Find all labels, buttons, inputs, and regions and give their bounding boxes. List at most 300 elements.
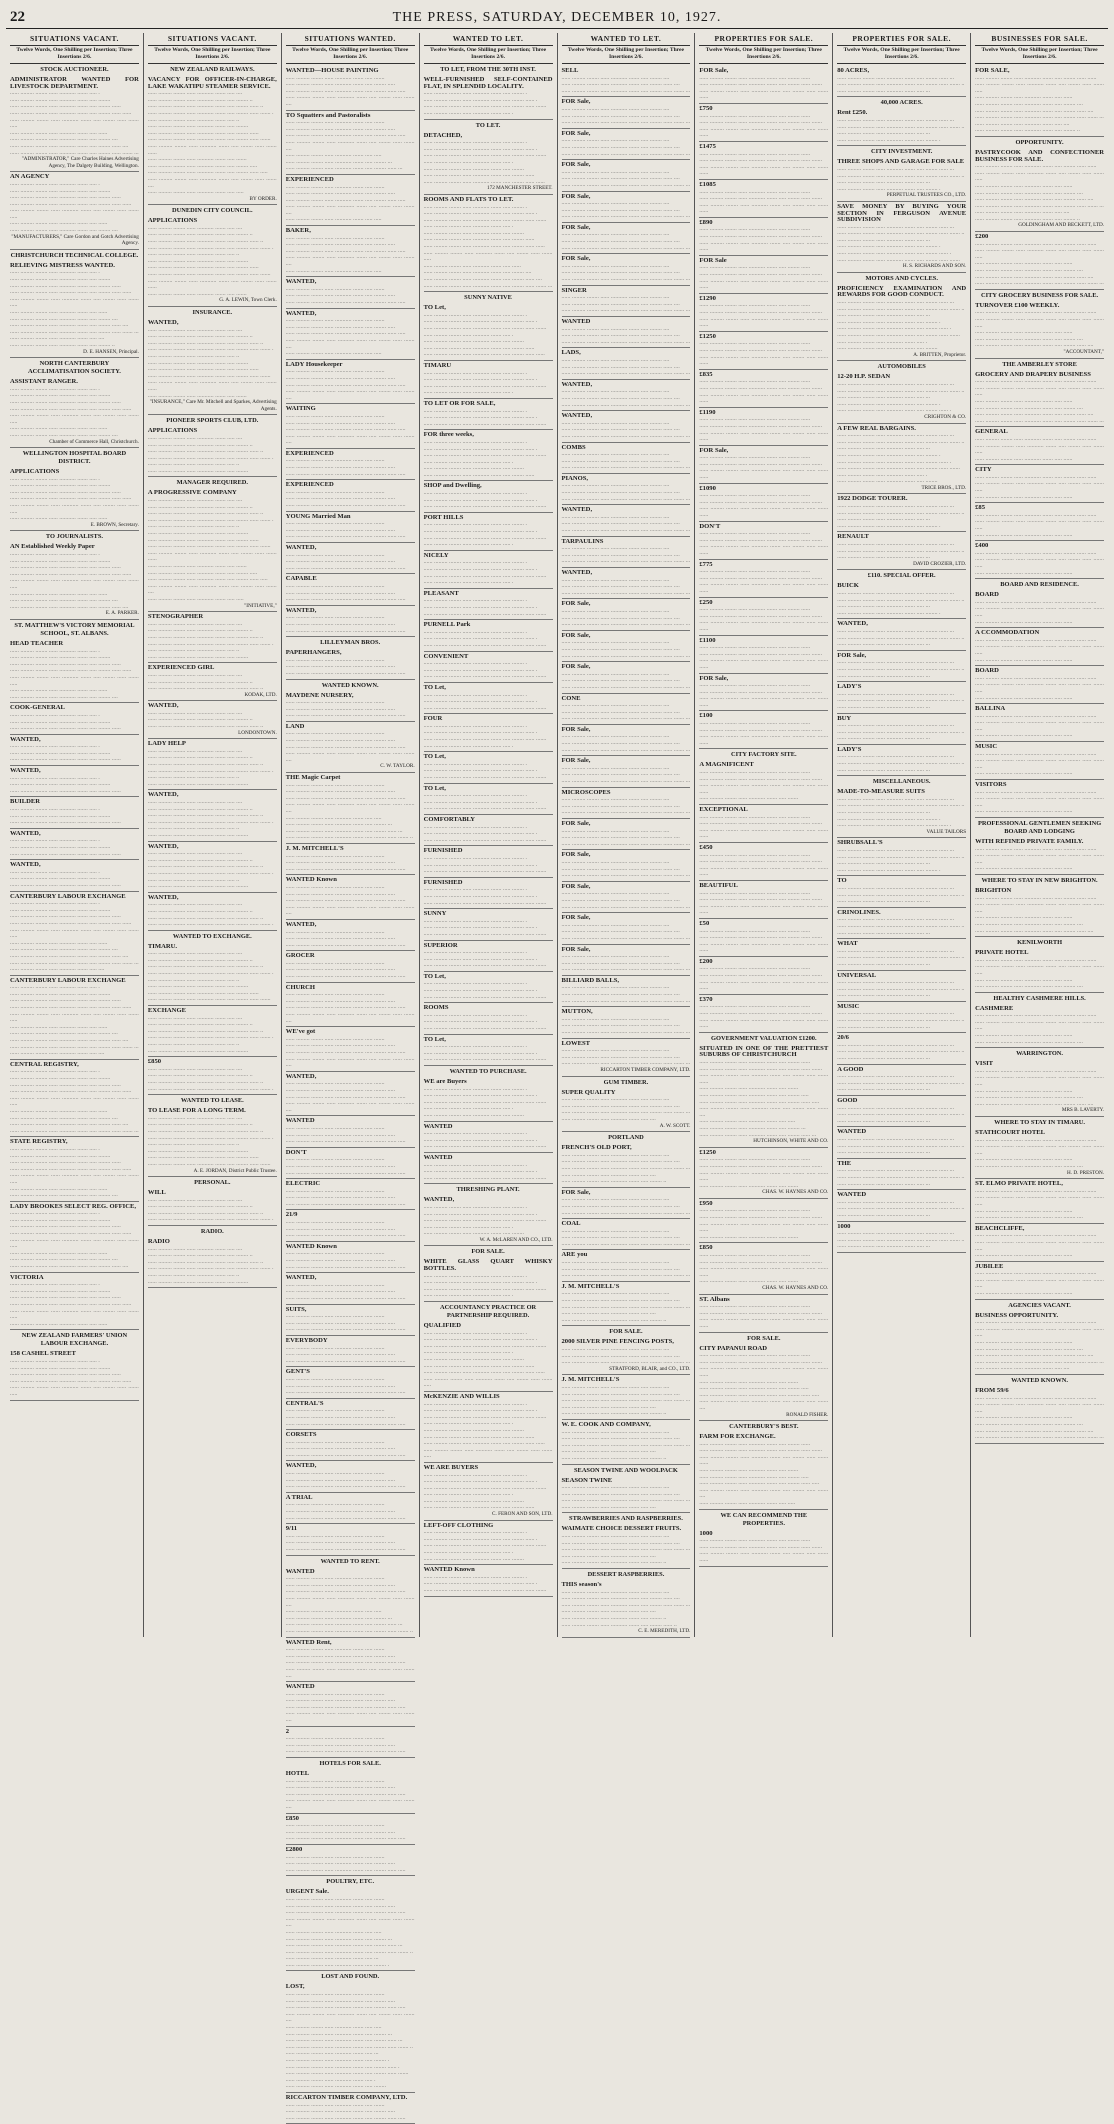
ad-lead: £850 bbox=[285, 1814, 299, 1822]
ad-text-line: ...... ......... ........ ...... ........... ....... ..... ........ ...... ...... bbox=[975, 309, 1097, 316]
ad-text-line: ...... ......... ........ ...... ........... ....... ..... ........ .... bbox=[561, 953, 670, 960]
ad-text-line: ...... ......... ........ ...... ........... ....... ..... .... bbox=[975, 120, 1070, 127]
masthead bbox=[6, 6, 1108, 29]
ad-text-line: ...... ......... ........ ...... ........... ....... ..... ........ ...... ....... ..... bbox=[10, 673, 139, 687]
ad-text-line: ...... ......... ........ ...... ........... ....... ..... ........ ...... ... bbox=[837, 590, 955, 596]
ad-lead: £775 bbox=[699, 560, 713, 568]
ad-signature: RONALD FISHER. bbox=[786, 1411, 829, 1418]
ad-text-line: ...... ......... ........ ...... ........... ....... ..... ........ . bbox=[423, 521, 527, 528]
ad-text-line: ...... ......... ........ ...... ........... ....... ..... ........ ..... bbox=[285, 526, 396, 533]
ad-text-line: ...... ......... ........ ...... ........... ....... ..... ........ .... bbox=[975, 1094, 1083, 1101]
classified-ad bbox=[837, 908, 966, 939]
classified-ad bbox=[975, 948, 1104, 993]
ad-lead: £370 bbox=[699, 995, 713, 1003]
classified-ad bbox=[699, 66, 828, 104]
ad-text-line: ...... ......... ........ ...... ........... ....... ..... ........ ...... ....... bbox=[423, 610, 547, 617]
ad-text-line: ...... ......... ........ ...... ........... ....... ..... ........ ...... .... bbox=[423, 276, 542, 283]
ad-text-line: ...... ......... ........ ...... ........... ....... ..... ........ ...... ....... ... bbox=[561, 1359, 691, 1366]
ad-text-line: ...... ......... ........ ...... ........... ....... ..... ........ ...... ....... . bbox=[147, 454, 274, 461]
classified-ad bbox=[699, 598, 828, 636]
ad-text-line: ...... ......... ........ ...... ........... ....... ..... ........ ...... .... bbox=[561, 112, 680, 119]
ad-lead: FOR Sale, bbox=[561, 1188, 591, 1196]
classified-ad bbox=[286, 449, 415, 480]
ad-text-line: ...... ......... ........ ...... ........... ....... ..... ........ ... bbox=[285, 158, 393, 165]
ad-lead: TO bbox=[837, 877, 847, 885]
ad-text-line: ...... ......... ........ ...... ........... ....... ..... ........ ...... ....... bbox=[423, 1413, 547, 1420]
ad-lead: WITH REFINED PRIVATE FAMILY. bbox=[975, 838, 1084, 845]
ad-text-line: ...... ......... ........ ...... ........... ....... ..... ........ .... bbox=[561, 890, 670, 897]
classified-ad bbox=[562, 850, 691, 881]
ad-text-line: ...... ......... ........ ...... ........... ....... ..... ........ ...... ....... bbox=[837, 332, 961, 338]
ad-text-line: ...... ......... ........ ...... ........... ....... ..... ........ ...... ....... .. bbox=[837, 305, 965, 312]
ad-text-line: ...... ......... ........ ...... ........... ....... ..... ........ ...... ... bbox=[285, 1942, 403, 1949]
ad-text-line: ...... ......... ........ ...... ........... ....... ..... ........ ...... bbox=[699, 378, 811, 385]
ad-text-line: ...... ......... ........ ...... ........... ....... ..... ........ ...... .. bbox=[147, 963, 264, 970]
ad-text-line: ...... ......... ........ ...... ........... ....... ..... ........ bbox=[147, 359, 249, 366]
ad-text-line: ...... ......... ........ ...... ........... ....... ..... ........ ...... .. bbox=[147, 685, 264, 692]
ad-text-line: ...... ......... ........ ...... ........... ....... ..... ........ ...... ..... bbox=[285, 381, 406, 388]
ad-text-line: ...... ......... ........ ...... ........... ....... ..... ........ ...... bbox=[699, 720, 811, 727]
ad-text-line: ...... ......... ........ ...... ........... ....... ..... ...... bbox=[975, 1339, 1073, 1346]
ad-lead: £750 bbox=[699, 104, 713, 112]
ad-text-line: ...... ......... ........ ...... ........... ....... ..... ........ ...... ...... bbox=[975, 845, 1097, 852]
ad-text-line: ...... ......... ........ ...... ........... ....... ..... ........ . bbox=[423, 407, 527, 414]
ad-text-line: ...... ......... ........ ...... ........... ....... ..... ....... bbox=[285, 1187, 385, 1194]
classified-ad bbox=[10, 261, 139, 358]
ad-text-line: ...... ......... ........ ...... ........... ....... ..... ........ ...... ...... bbox=[975, 788, 1097, 795]
ad-heading: INSURANCE. bbox=[192, 309, 233, 316]
ad-text-line: ...... ......... ........ ...... ........... ....... ..... ... bbox=[837, 445, 931, 452]
ad-lead: SUPER QUALITY bbox=[561, 1088, 616, 1096]
ad-text-line: ...... ......... ........ ...... ........... ....... ..... ........ .... bbox=[10, 946, 118, 953]
ad-lead: BUICK bbox=[837, 582, 859, 590]
ad-lead: SINGER bbox=[561, 286, 587, 294]
ad-text-line: ...... ......... ........ ...... ........... ....... ..... ... bbox=[837, 960, 931, 967]
ad-text-line: ...... ......... ........ ...... ........... ....... ..... ........ ...... ..... bbox=[285, 426, 406, 433]
ad-text-line: ...... ......... ........ ...... ........... ....... ..... . bbox=[423, 1105, 514, 1112]
classified-ad bbox=[699, 760, 828, 805]
ad-text-line: ...... ......... ........ ...... ........... ....... ..... ........ .... bbox=[10, 1114, 118, 1121]
ad-lead: BAKER, bbox=[285, 227, 311, 235]
ad-text-line: ...... ......... ........ ...... ........... ....... ..... ........ ...... bbox=[699, 568, 811, 575]
ad-text-line: ...... ......... ........ ...... ........... ....... ..... ........ ...... ..... bbox=[285, 1357, 406, 1364]
ad-text-line: ...... ......... ........ ...... ........... ....... ..... .... bbox=[147, 326, 243, 333]
ad-text-line: ...... ......... ........ ...... ........... ....... ..... ........ . bbox=[837, 243, 941, 250]
ad-signature: A. E. JORDAN, District Public Trustee. bbox=[193, 1167, 277, 1174]
ad-text-line: ...... ......... ........ ...... ........... ....... ..... ........ ...... ..... bbox=[285, 1790, 406, 1797]
classified-ad bbox=[562, 788, 691, 819]
ad-text-line: ...... ......... ........ ...... ........... ....... ..... ........ ...... ..... bbox=[285, 1420, 406, 1427]
classified-ad bbox=[975, 465, 1104, 503]
ad-lead: WANTED, bbox=[561, 506, 593, 514]
ad-text-line: ...... ......... ........ ...... ........... ....... ..... ...... bbox=[10, 129, 108, 136]
ad-signature: HUTCHINSON, WHITE AND CO. bbox=[753, 1138, 829, 1145]
ad-text-line: ...... ......... ........ ...... ........... ....... ..... ........ ...... ...... bbox=[10, 405, 132, 412]
classified-ad bbox=[837, 66, 966, 97]
ad-lead: LADY BROOKES SELECT REG. OFFICE, bbox=[10, 1202, 137, 1210]
ad-text-line: ...... ......... ........ ...... ........... ....... ..... ........ ...... ...... bbox=[975, 894, 1097, 901]
ad-text-line: ...... ......... ........ ...... ........... ....... ..... ........ ..... bbox=[285, 292, 396, 299]
ad-text-line: ...... ......... ........ ...... ........... ....... ..... .... bbox=[147, 950, 243, 957]
ad-lead: TO Let, bbox=[423, 1035, 446, 1043]
ad-text-line: ...... ......... ........ ...... ........... ....... ..... ........ ...... bbox=[699, 530, 811, 537]
ad-text-line: ...... ......... ........ ...... ........... ....... ..... ........ ...... ....... bbox=[423, 1217, 547, 1224]
ad-text-line: ...... ......... ........ ...... ........... ....... ..... . bbox=[423, 1491, 514, 1498]
ad-text-line: ...... ......... ........ ...... ........... ....... ..... ........ ...... ....... ...... bbox=[699, 619, 829, 632]
ad-text-line: ...... ......... ........ ...... ........... ....... ..... ........ ...... bbox=[423, 344, 535, 351]
ad-text-line: ...... ......... ........ ...... ........... ....... ..... ........ ...... . bbox=[423, 496, 538, 503]
ad-text-line: ...... ......... ........ ...... ........... ....... ..... ........ . bbox=[423, 1203, 527, 1210]
ad-text-line: ...... ......... ........ ...... ........... ....... ..... ........ ...... ..... bbox=[699, 1098, 820, 1105]
ad-text-line: ...... ......... ........ ...... ........... ....... ..... ........ ...... .... bbox=[561, 802, 680, 809]
ad-text-line: ...... ......... ........ ...... ........... ....... ..... ........ ...... ...... bbox=[10, 1301, 132, 1307]
ad-text-line: ...... ......... ........ ...... ........... ....... ..... ........ ...... ....... bbox=[423, 1056, 547, 1063]
ad-lead: FOR Sale bbox=[699, 256, 727, 264]
ad-text-line: ...... ......... ........ ...... ........... ....... ..... ........ ...... ... bbox=[837, 1198, 955, 1205]
ad-text-line: ...... ......... ........ ...... ........... ....... ..... . bbox=[10, 1145, 100, 1152]
ad-heading: RADIO. bbox=[200, 1228, 224, 1236]
ad-text-line: ...... ......... ........ ...... ........... ....... ..... ....... bbox=[285, 412, 385, 419]
ad-text-line: ...... ......... ........ ...... ........... ....... ..... ........ ...... ....... ...... bbox=[699, 733, 829, 746]
ad-lead: ARE you bbox=[561, 1251, 588, 1259]
classified-ad bbox=[424, 1392, 553, 1463]
ad-text-line: ...... ......... ........ ...... ........... ....... ..... ........ ...... ....... .. bbox=[837, 922, 965, 929]
ad-text-line: ...... ......... ........ ...... ........... ....... ..... ........ ...... ....... .. bbox=[285, 1627, 414, 1634]
ad-lead: PAPERHANGERS, bbox=[285, 649, 342, 657]
ad-lead: RELIEVING MISTRESS WANTED. bbox=[10, 261, 115, 269]
ad-lead: £850 bbox=[699, 1244, 713, 1252]
ad-lead: GENERAL bbox=[975, 428, 1008, 436]
ad-text-line: ...... ......... ........ ...... ........... ....... ..... ........ ...... ...... bbox=[975, 378, 1097, 385]
ad-lead: RICCARTON TIMBER COMPANY, LTD. bbox=[285, 2093, 408, 2101]
ad-text-line: ...... ......... ........ ...... ........... ....... ..... ........ ..... bbox=[285, 966, 396, 973]
ad-text-line: ...... ......... ........ ...... ........... ....... ..... ........ ...... ....... bbox=[699, 820, 823, 827]
ad-text-line: ...... ......... ........ ...... ........... ....... ..... ....... bbox=[285, 1501, 385, 1508]
ad-text-line: ...... ......... ........ ...... ........... ....... ..... ........ ...... . bbox=[837, 250, 952, 257]
ad-text-line: ...... ......... ........ ...... ........... ....... ..... ........ ...... bbox=[10, 103, 121, 110]
ad-text-line: ...... ......... ........ ...... ........... ....... ..... ........ ...... ....... .. bbox=[837, 985, 965, 992]
ad-text-line: ...... ......... ........ ...... ........... ....... ..... ........ . bbox=[423, 760, 527, 767]
ad-text-line: ...... ......... ........ ...... ........... ....... ..... ........ bbox=[10, 1364, 111, 1371]
ad-lead: WANTED, bbox=[561, 380, 593, 388]
ad-text-line: ...... ......... ........ ...... ........... ....... ..... ........ ...... .... bbox=[10, 142, 129, 149]
ad-text-line: ...... ......... ........ ...... ........... ....... ..... ... bbox=[837, 898, 931, 905]
ad-text-line: ...... ......... ........ ...... ........... ....... ..... ........ ...... ... bbox=[837, 1135, 955, 1142]
ad-text-line: ...... ......... ........ ...... ........... ....... ..... ........ bbox=[423, 1356, 524, 1362]
ad-text-line: ...... ......... ........ ...... ........... ....... ..... ........ . bbox=[423, 1130, 527, 1137]
classified-ad bbox=[10, 735, 139, 766]
ad-lead: FOR Sale, bbox=[699, 446, 729, 454]
ad-heading: TO LET, FROM THE 30TH INST. bbox=[440, 66, 536, 73]
ad-text-line: ...... ......... ........ ...... ........... ....... ..... ........ . bbox=[423, 917, 527, 924]
ad-lead: £950 bbox=[699, 1199, 713, 1207]
ad-text-line: ...... ......... ........ ...... ........... ....... ..... ........ .... bbox=[561, 294, 670, 301]
classified-ad bbox=[424, 846, 553, 877]
ad-text-line: ...... ......... ........ ...... ........... ....... ..... ........ ...... ....... ... bbox=[561, 1240, 691, 1247]
ad-text-line: ...... ......... ........ ...... ........... ....... ..... .. bbox=[147, 251, 240, 258]
ad-text-line: ...... ......... ........ ...... ........... ....... ..... ........ ...... ..... bbox=[285, 1169, 406, 1176]
ad-text-line: ...... ......... ........ ...... ........... ....... ..... ... bbox=[285, 2050, 379, 2057]
ad-text-line: ...... ......... ........ ...... ........... ....... ..... ........ . bbox=[423, 90, 527, 97]
ad-text-line: ...... ......... ........ ...... ........... ....... ..... ........ .... bbox=[10, 1256, 118, 1263]
ad-text-line: ...... ......... ........ ...... ........... ....... ..... .... bbox=[147, 671, 243, 678]
ad-lead: WANTED bbox=[285, 1567, 315, 1575]
classified-ad bbox=[975, 704, 1104, 742]
ad-lead: LADY'S bbox=[837, 683, 862, 691]
classified-ad bbox=[699, 142, 828, 180]
ad-text-line: ...... ......... ........ ...... ........... ....... ..... ........ ...... ...... bbox=[423, 178, 545, 185]
ad-text-line: ...... ......... ........ ...... ........... ....... ..... ........ ...... ....... bbox=[699, 972, 823, 979]
ad-text-line: ...... ......... ........ ...... ........... ....... ..... ....... bbox=[285, 991, 385, 998]
ad-text-line: ...... ......... ........ ...... ........... ....... ..... ........ ...... ....... ..... bbox=[10, 116, 139, 130]
ad-text-line: ...... ......... ........ ...... ........... ....... ..... ........ .... bbox=[10, 693, 118, 700]
ad-text-line: ...... ......... ........ ...... ........... ....... ..... ........ ...... ....... ...... bbox=[699, 1316, 829, 1329]
ad-text-line: ...... ......... ........ ...... ........... ....... ..... ...... bbox=[10, 687, 108, 694]
ad-text-line: ...... ......... ........ ...... ........... ....... ..... ........ ...... ..... bbox=[285, 669, 406, 676]
ad-text-line: ...... ......... ........ ...... ........... ....... ..... ........ ...... ...... bbox=[975, 712, 1097, 719]
ad-text-line: ...... ......... ........ ...... ........... ....... ..... ....... bbox=[285, 1313, 385, 1320]
ad-text-line: ...... ......... ........ ...... ........... ....... ..... ... bbox=[837, 1243, 931, 1250]
ad-text-line: ...... ......... ........ ...... ........... ....... ..... ........ ...... ..... bbox=[285, 2004, 406, 2011]
ad-text-line: ...... ......... ........ ...... ........... ....... ..... .. bbox=[147, 647, 240, 654]
ad-text-line: ...... ......... ........ ...... ........... ....... ..... ....... bbox=[147, 392, 247, 399]
ad-text-line: ...... ......... ........ ...... ........... ....... ..... ........ ...... .... bbox=[561, 991, 680, 998]
ad-lead: CHURCH bbox=[285, 983, 316, 991]
ad-text-line: ...... ......... ........ ...... ........... ....... ..... ........ ...... ....... .. bbox=[285, 834, 414, 841]
ad-text-line: ...... ......... ........ ...... ........... ....... ..... ........ ...... .... bbox=[561, 1265, 680, 1272]
ad-text-line: ...... ......... ........ ...... ........... ....... ..... ....... bbox=[285, 781, 385, 788]
ad-lead: 158 CASHEL STREET bbox=[10, 1350, 76, 1358]
ad-text-line: ...... ......... ........ ...... ........... ....... ..... ........ . bbox=[423, 1272, 527, 1279]
ad-text-line: ...... ......... ........ ...... ........... ....... ..... ........ ...... ..... bbox=[285, 1138, 406, 1145]
ad-text-line: ...... ......... ........ ...... ........... ....... ..... ........ ...... bbox=[10, 282, 121, 289]
ad-text-line: ...... ......... ........ ...... ........... ....... ..... ........ .. bbox=[147, 231, 253, 238]
ad-text-line: ...... ......... ........ ...... ........... ....... ..... ....... bbox=[285, 1532, 385, 1539]
ad-text-line: ...... ......... ........ ...... ........... ....... ..... ........ .... bbox=[561, 545, 670, 552]
newspaper-title: THE PRESS, SATURDAY, DECEMBER 10, 1927. bbox=[392, 10, 722, 25]
ad-lead: WANTED, bbox=[423, 1196, 455, 1204]
ad-text-line: ...... ......... ........ ...... ........... ....... ..... ........ ...... ....... . bbox=[147, 1216, 274, 1223]
classified-column bbox=[833, 33, 971, 1637]
ad-text-line: ...... ......... ........ ...... ........... ....... ..... ........ ...... ....... ... bbox=[561, 338, 691, 345]
ad-text-line: ...... ......... ........ ...... ........... ....... ..... ........ bbox=[423, 1111, 524, 1118]
ad-text-line: ...... ......... ........ ...... ........... ....... ..... ........ ...... ....... bbox=[147, 271, 271, 278]
ad-text-line: ...... ......... ........ ...... ........... ....... ..... ........ ...... ...... bbox=[423, 1369, 545, 1376]
ad-text-line: ...... ......... ........ ...... ........... ....... ..... ........ ...... ....... bbox=[699, 384, 823, 391]
ad-text-line: ...... ......... ........ ...... ........... ....... ..... ........ ...... bbox=[10, 881, 121, 888]
ad-lead: PRIVATE HOTEL bbox=[975, 949, 1029, 957]
ad-text-line: ...... ......... ........ ...... ........... ....... ..... ........ .... bbox=[10, 315, 118, 322]
classified-ad bbox=[562, 1337, 691, 1375]
ad-text-line: ...... ......... ........ ...... ........... ....... ..... ........ ..... bbox=[285, 1351, 396, 1358]
ad-text-line: ...... ......... ........ ...... ........... ....... ..... ..... bbox=[699, 1500, 796, 1507]
ad-text-line: ...... ......... ........ ...... ........... ....... ..... . bbox=[423, 389, 514, 396]
ad-text-line: ...... ......... ........ ...... ........... ....... ..... ........ .... bbox=[561, 607, 670, 614]
ad-text-line: ...... ......... ........ ...... ........... ....... ..... ........ bbox=[10, 1152, 111, 1159]
classified-ad bbox=[286, 1769, 415, 1814]
classified-ad bbox=[975, 837, 1104, 875]
ad-text-line: ...... ......... ........ ...... ........... ....... ..... ........ ...... ....... ... bbox=[561, 652, 691, 659]
column-rate-notice: Twelve Words, One Shilling per Insertion; Three Insertions 2/6. bbox=[10, 46, 139, 64]
ad-text-line: ...... ......... ........ ...... ........... ....... ..... ........ .... bbox=[561, 388, 670, 395]
ad-text-line: ...... ......... ........ ...... ........... ....... ..... ........ .... bbox=[561, 576, 670, 583]
ad-text-line: ...... ......... ........ ...... ........... ....... ..... .. bbox=[147, 1041, 240, 1047]
classified-ad bbox=[699, 332, 828, 370]
ad-text-line: ...... ......... ........ ...... ........... ....... ..... ........ ...... ....... . bbox=[147, 970, 274, 977]
ad-text-line: ...... ......... ........ ...... ........... ....... ..... ........ ..... bbox=[285, 323, 396, 330]
ad-text-line: ...... ......... ........ ...... ........... ....... ..... ........ ...... ....... ... bbox=[561, 244, 691, 251]
ad-text-line: ...... ......... ........ ...... ........... ....... ..... ........ ..... bbox=[285, 1194, 396, 1201]
ad-text-line: ...... ......... ........ ...... ........... ....... ..... ........ ...... . bbox=[423, 1049, 538, 1056]
classified-ad bbox=[975, 232, 1104, 290]
ad-text-line: ...... ......... ........ ...... ........... ....... ..... ........ .... bbox=[561, 702, 670, 709]
classified-ad bbox=[837, 494, 966, 532]
ad-text-line: ...... ......... ........ ...... ........... ....... ..... ........ . bbox=[423, 1471, 527, 1478]
classified-ad bbox=[562, 631, 691, 662]
ad-heading: 40,000 ACRES. bbox=[880, 99, 923, 107]
ad-text-line: ...... ......... ........ ...... ........... ....... ..... ........ ...... ..... bbox=[285, 794, 406, 801]
ad-text-line: ...... ......... ........ ...... ........... ....... ..... ........ ...... ....... ... bbox=[561, 746, 691, 753]
ad-text-line: ...... ......... ........ ...... ........... ....... ..... ........ .. bbox=[147, 96, 253, 103]
ad-text-line: ...... ......... ........ ...... ........... ....... ..... ........ ...... bbox=[699, 682, 811, 689]
ad-text-line: ...... ......... ........ ...... ........... ....... ..... ........ ...... bbox=[10, 819, 121, 826]
ad-text-line: ...... ......... ........ ...... ........... ....... ..... ........ ...... ..... bbox=[285, 1232, 406, 1239]
ad-text-line: ...... ......... ........ ...... ........... ....... ..... ... bbox=[837, 992, 931, 999]
ad-lead: FOR Sale, bbox=[561, 945, 591, 953]
ad-text-line: ...... ......... ........ ...... ........... ....... ..... ... bbox=[837, 394, 931, 401]
ad-text-line: ...... ......... ........ ...... ........... ....... ..... ........ ...... ... bbox=[837, 432, 955, 439]
classified-ad bbox=[286, 512, 415, 543]
classified-ad bbox=[562, 945, 691, 976]
classified-ad bbox=[562, 474, 691, 505]
classified-ad bbox=[286, 360, 415, 405]
ad-text-line: ...... ......... ........ ...... ........... ....... ..... ........ ...... .... bbox=[561, 206, 680, 213]
ad-text-line: ...... ......... ........ ...... ........... ....... ..... ........ ...... .... bbox=[10, 1263, 129, 1270]
ad-text-line: ...... ......... ........ ...... ........... ....... ..... ........ .... bbox=[561, 105, 670, 112]
ad-text-line: ...... ......... ........ ...... ........... ....... ..... ........ ...... ....... bbox=[423, 899, 547, 906]
ad-text-line: ...... ......... ........ ...... ........... ....... ..... ........ . bbox=[423, 1161, 527, 1168]
ad-text-line: ...... ......... ........ ...... ........... ....... ..... ........ ...... .... bbox=[561, 551, 680, 558]
ad-text-line: ...... ......... ........ ...... ........... ....... ..... ...... bbox=[975, 1207, 1073, 1214]
classified-ad bbox=[286, 1887, 415, 1971]
ad-text-line: ...... ......... ........ ...... ........... ....... ..... ........ ...... ... bbox=[837, 847, 955, 853]
ad-text-line: ...... ......... ........ ...... ........... ....... ..... ........ ...... .... bbox=[561, 865, 680, 872]
ad-text-line: ...... ......... ........ ...... ........... ....... ..... ..... bbox=[147, 189, 244, 196]
ad-text-line: ...... ......... ........ ...... ........... ....... ..... ........ . bbox=[837, 318, 941, 325]
ad-lead: WANTED bbox=[837, 1191, 867, 1199]
classified-ad bbox=[699, 1432, 828, 1510]
ad-text-line: ...... ......... ........ ...... ........... ....... ..... ........ .... bbox=[561, 1383, 670, 1390]
ad-text-line: ...... ......... ........ ...... ........... ....... ..... ........ ...... . bbox=[423, 666, 538, 673]
ad-text-line: ...... ......... ........ ...... ........... ....... ..... ........ ..... bbox=[699, 1091, 809, 1098]
ad-text-line: ...... ......... ........ ...... ........... ....... ..... ........ ...... bbox=[423, 1433, 535, 1440]
ad-text-line: ...... ......... ........ ...... ........... ....... ..... ........ ...... ....... . bbox=[147, 818, 274, 825]
ad-text-line: ...... ......... ........ ...... ........... ....... ..... ........ . bbox=[423, 980, 527, 987]
ad-text-line: ...... ......... ........ ...... ........... ....... ..... ........ ...... ... bbox=[837, 627, 955, 634]
ad-text-line: ...... ......... ........ ...... ........... ....... ..... ........ ...... ....... .... bbox=[285, 1710, 415, 1724]
ad-text-line: ...... ......... ........ ...... ........... ....... ..... ....... bbox=[285, 488, 385, 495]
ad-text-line: ...... ......... ........ ...... ........... ....... ..... ........ ...... bbox=[699, 1207, 811, 1214]
ad-signature: Chamber of Commerce Hall, Christchurch. bbox=[49, 438, 139, 445]
ad-text-line: ...... ......... ........ ...... ........... ....... ..... ........ ..... bbox=[285, 1741, 396, 1748]
ad-heading: KENILWORTH bbox=[1017, 939, 1063, 947]
ad-lead: EXCEPTIONAL bbox=[699, 806, 748, 813]
classified-ad bbox=[424, 1257, 553, 1302]
ad-text-line: ...... ......... ........ ...... ........... ....... ..... ........ ...... . bbox=[423, 528, 538, 535]
ad-signature: MRS B. LAVERTY. bbox=[1061, 1107, 1104, 1114]
ad-lead: £1100 bbox=[699, 636, 716, 644]
ad-text-line: ...... ......... ........ ...... ........... ....... ..... ........ ...... ....... .. bbox=[837, 123, 965, 130]
ad-lead: SHRUBSALL'S bbox=[837, 839, 883, 847]
classified-ad bbox=[424, 683, 553, 714]
ad-text-line: ...... ......... ........ ...... ........... ....... ..... ........ ..... bbox=[285, 125, 396, 132]
ad-text-line: ...... ......... ........ ...... ........... ....... ..... ........ ...... bbox=[699, 769, 811, 776]
ad-signature: E. A. PARKER. bbox=[105, 610, 139, 617]
ad-text-line: ...... ......... ........ ...... ........... ....... ..... . bbox=[10, 806, 100, 813]
ad-text-line: ...... ......... ........ ...... ........... ....... ..... ........ ...... . bbox=[423, 698, 538, 705]
ad-lead: WE are Buyers bbox=[423, 1078, 467, 1085]
ad-text-line: ...... ......... ........ ...... ........... ....... ..... ........ ...... .. bbox=[147, 812, 264, 819]
classified-ad bbox=[10, 766, 139, 797]
ad-text-line: ...... ......... ........ ...... ........... ....... ..... ........ ...... bbox=[10, 725, 121, 732]
ad-text-line: ...... ......... ........ ...... ........... ....... ..... ... bbox=[837, 1023, 931, 1030]
ad-signature: "MANUFACTURERS," Care Gordon and Gotch Advertising Agency. bbox=[11, 233, 139, 247]
ad-text-line: ...... ......... ........ ...... ........... ....... ..... ........ ...... bbox=[147, 264, 259, 271]
ad-text-line: ...... ......... ........ ...... ........... ....... ..... ........ ...... ....... ...... bbox=[699, 353, 829, 367]
ad-text-line: ...... ......... ........ ...... ........... ....... ..... ........ bbox=[147, 257, 249, 264]
ad-lead: TO Let, bbox=[423, 304, 446, 312]
ad-text-line: ...... ......... ........ ...... ........... ....... ..... ........ ...... ....... . bbox=[147, 921, 274, 928]
ad-text-line: ...... ......... ........ ...... ........... ....... ..... ........ ...... ....... bbox=[699, 119, 823, 126]
ad-text-line: ...... ......... ........ ...... ........... ....... ..... ........ ..... bbox=[285, 1697, 396, 1704]
ad-lead: 80 ACRES, bbox=[837, 67, 870, 74]
ad-signature: H. D. PRESTON. bbox=[1067, 1169, 1104, 1176]
column-heading: SITUATIONS VACANT. bbox=[10, 33, 139, 46]
ad-text-line: ...... ......... ........ ...... ........... ....... ..... ........ ..... bbox=[285, 1042, 396, 1049]
ad-lead: URGENT Sale. bbox=[285, 1888, 329, 1896]
ad-text-line: ...... ......... ........ ...... ........... ....... ..... ........ bbox=[147, 1147, 249, 1154]
ad-text-line: ...... ......... ........ ...... ........... ....... ..... ........ ..... bbox=[285, 1828, 396, 1835]
ad-text-line: ...... ......... ........ ...... ........... ....... ..... ........ ...... ..... bbox=[285, 897, 406, 904]
ad-text-line: ...... ......... ........ ...... ........... ....... ..... ........ ...... . bbox=[423, 414, 538, 421]
ad-lead: WANTED, bbox=[285, 606, 317, 614]
ad-text-line: ...... ......... ........ ...... ........... ....... ..... ....... bbox=[285, 1822, 385, 1829]
ad-lead: FOR Sale, bbox=[561, 663, 591, 671]
ad-lead: GROCERY AND DRAPERY BUSINESS bbox=[975, 370, 1091, 378]
ad-text-line: ...... ......... ........ ...... ........... ....... ..... ........ ...... ....... bbox=[423, 152, 547, 159]
ad-text-line: ...... ......... ........ ...... ........... ....... ..... ........ ...... ....... ..... bbox=[975, 1143, 1104, 1156]
ad-lead: LEFT-OFF CLOTHING bbox=[423, 1521, 494, 1529]
ad-signature: KODAK, LTD. bbox=[244, 691, 277, 698]
ad-text-line: ...... ......... ........ ...... ........... ....... ..... ........ ...... .... bbox=[561, 1390, 680, 1397]
ad-text-line: ...... ......... ........ ...... ........... ....... ..... ..... bbox=[285, 152, 382, 159]
classified-ad bbox=[699, 408, 828, 446]
ad-text-line: ...... ......... ........ ...... ........... ....... ..... ........ ...... ...... bbox=[975, 1136, 1097, 1143]
ad-heading: WANTED KNOWN. bbox=[321, 681, 379, 689]
ad-text-line: ...... ......... ........ ...... ........... ....... ..... ........ ...... .. bbox=[147, 914, 264, 921]
ad-text-line: ...... ......... ........ ...... ........... ....... ..... ........ ...... ...... bbox=[975, 240, 1097, 247]
ad-text-line: ...... ......... ........ ...... ........... ....... ..... ........ ...... ....... ...... bbox=[699, 695, 829, 708]
ad-lead: ST. Albans bbox=[699, 1295, 730, 1303]
ad-text-line: ...... ......... ........ ...... ........... ....... ..... ........ ...... ... bbox=[837, 1041, 955, 1048]
ad-text-line: ...... ......... ........ ...... ........... ....... ..... ........ ...... ....... ... bbox=[975, 1434, 1104, 1441]
ad-text-line: ...... ......... ........ ...... ........... ....... ..... ........ ...... ....... ... bbox=[561, 903, 691, 910]
ad-text-line: ...... ......... ........ ...... ........... ....... ..... ........ ...... .... bbox=[975, 1427, 1094, 1434]
ad-text-line: ...... ......... ........ ...... ........... ....... ..... ........ ...... ....... ...... bbox=[699, 1169, 829, 1183]
ad-signature: CHAS. W. HAYNES AND CO. bbox=[762, 1285, 829, 1291]
classified-ad bbox=[699, 919, 828, 957]
ad-text-line: ...... ......... ........ ...... ........... ....... ..... ... bbox=[837, 1149, 931, 1156]
